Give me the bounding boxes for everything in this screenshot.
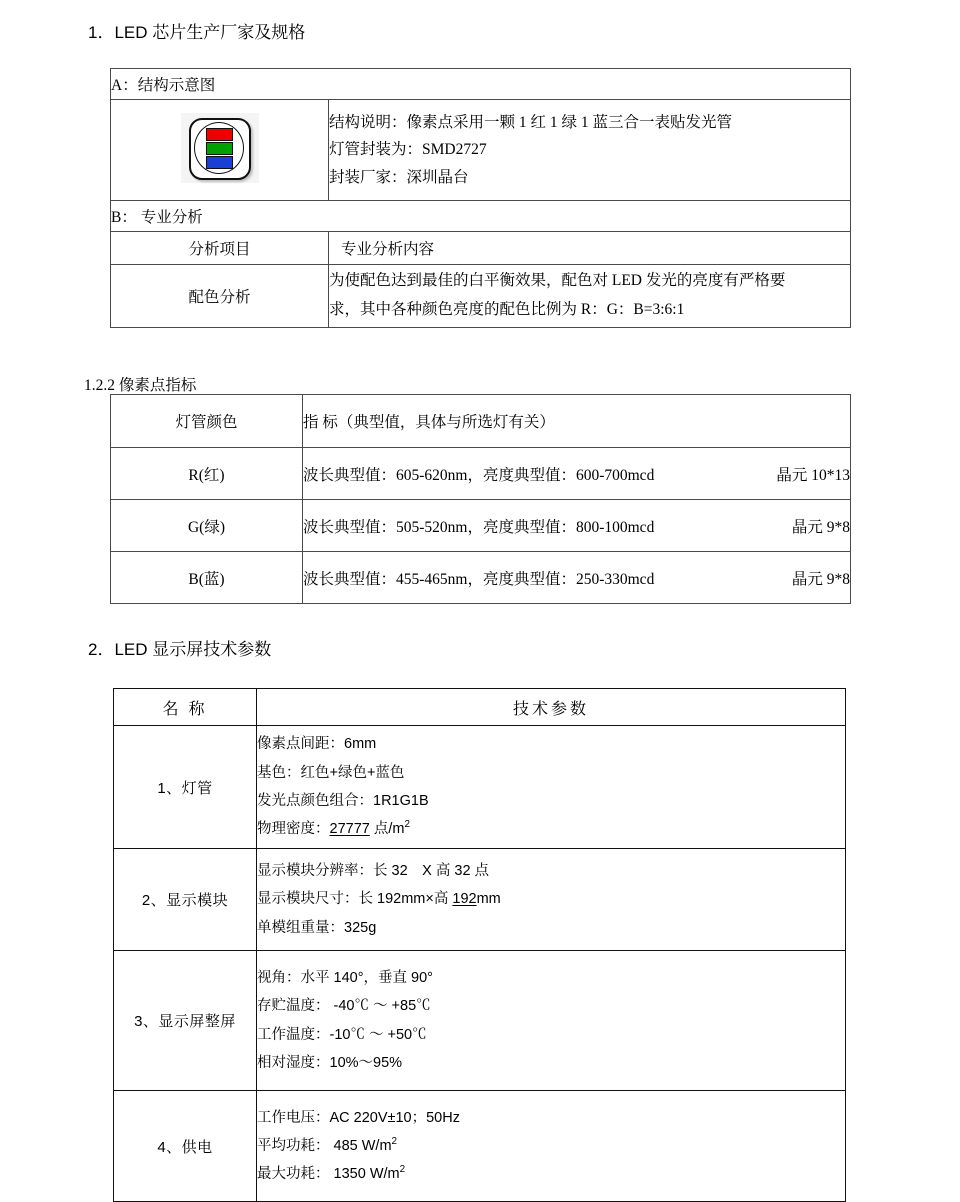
spec-value: 325g [344,919,377,936]
table-row [111,232,851,265]
table-row [111,201,851,232]
spec-suffix: mm [476,891,501,908]
spec-value: -10℃ ～ +50℃ [329,1026,427,1043]
spec-label: 单模组重量： [257,919,344,936]
section-1-heading: 1．LED 芯片生产厂家及规格 [88,23,306,42]
specs-row-name-3: 3、显示屏整屏 [114,951,257,1091]
spec-line [257,787,845,815]
table-row [111,69,851,100]
specs-row-params-1 [257,726,846,849]
table-row [111,500,851,552]
spec-value: 水平 140°，垂直 90° [300,969,433,986]
spec-value-underlined: 192 [452,891,477,908]
table-row [111,448,851,500]
specs-row-params-4 [257,1091,846,1202]
spec-superscript: 2 [399,1164,406,1176]
description-line-2: 灯管封装为：SMD2727 [329,141,487,159]
subsection-122-heading: 1.2.2 像素点指标 [84,377,197,394]
description-line-1: 结构说明：像素点采用一颗 1 红 1 绿 1 蓝三合一表贴发光管 [329,114,733,132]
spec-line [257,992,845,1020]
analysis-content-line-2: 求，其中各种颜色亮度的配色比例为 R：G：B=3:6:1 [329,301,685,318]
structure-description-cell [329,100,851,201]
spec-label: 平均功耗： [257,1137,330,1154]
table-row [111,395,851,448]
red-die-icon [206,128,233,141]
spec-label: 显示模块尺寸： [257,891,359,908]
specs-row-params-3 [257,951,846,1091]
spec-line [257,1049,845,1077]
table-row [114,849,846,951]
pixel-chip-label-g: 晶元 9*8 [791,518,850,536]
analysis-row-item: 配色分析 [111,265,329,328]
spec-line [257,857,845,885]
specs-row-name-1: 1、灯管 [114,726,257,849]
spec-label: 工作电压： [257,1109,330,1126]
spec-value-prefix: 长 192mm×高 [358,891,453,908]
spec-label: 像素点间距： [257,736,344,753]
pixel-row-color-b: B(蓝) [111,552,303,604]
description-line-3: 封装厂家：深圳晶台 [329,168,469,186]
analysis-header-content: 专业分析内容 [329,232,851,265]
spec-line [257,1160,845,1188]
blue-die-icon [206,156,233,169]
display-specs-table [113,688,846,1202]
green-die-icon [206,142,233,155]
section-b-label: B： 专业分析 [111,201,851,232]
spec-label: 物理密度： [257,821,330,838]
spec-label: 存贮温度： [257,998,330,1015]
led-chip-diagram-icon [181,113,259,183]
spec-label: 视角： [257,969,301,986]
spec-label: 相对湿度： [257,1054,330,1071]
pixel-metrics-table [110,394,851,604]
spec-line [257,759,845,787]
analysis-header-item: 分析项目 [111,232,329,265]
spec-line [257,730,845,758]
spec-value: 1R1G1B [373,793,429,809]
analysis-row-content [329,265,851,328]
section-a-label: A：结构示意图 [111,69,851,100]
spec-value: AC 220V±10；50Hz [329,1109,460,1126]
spec-value: -40℃ ～ +85℃ [329,998,431,1015]
spec-suffix: 点/m [369,821,405,838]
spec-value: 红色+绿色+蓝色 [300,764,405,781]
pixel-row-metric-g [303,500,851,552]
spec-label: 显示模块分辨率： [257,863,373,880]
spec-label: 最大功耗： [257,1166,330,1183]
table-row [111,552,851,604]
pixel-chip-label-b: 晶元 9*8 [791,570,850,588]
table-row [114,726,846,849]
spec-value: 1350 W/m [329,1166,400,1183]
table-row [114,689,846,726]
pixel-metric-text-r: 波长典型值：605-620nm，亮度典型值：600-700mcd [303,466,655,484]
table-row [111,100,851,201]
spec-label: 基色： [257,764,301,781]
spec-line [257,914,845,942]
spec-line [257,1132,845,1160]
pixel-chip-label-r: 晶元 10*13 [776,466,850,484]
pixel-header-metric: 指 标（典型值，具体与所选灯有关） [303,395,851,448]
pixel-row-metric-r [303,448,851,500]
spec-line [257,1021,845,1049]
spec-label: 工作温度： [257,1026,330,1043]
spec-value-underlined: 27777 [329,821,370,838]
spec-value: 485 W/m [329,1137,392,1154]
structure-analysis-table [110,68,851,328]
specs-row-name-4: 4、供电 [114,1091,257,1202]
table-row [111,265,851,328]
structure-diagram-cell [111,100,329,201]
pixel-row-color-g: G(绿) [111,500,303,552]
spec-superscript: 2 [404,819,410,831]
pixel-row-metric-b [303,552,851,604]
table-row [114,951,846,1091]
spec-label: 发光点颜色组合： [257,793,373,809]
section-2-heading: 2．LED 显示屏技术参数 [88,640,272,659]
pixel-metric-text-b: 波长典型值：455-465nm，亮度典型值：250-330mcd [303,570,655,588]
specs-row-name-2: 2、显示模块 [114,849,257,951]
specs-header-name: 名 称 [114,689,257,726]
spec-line [257,964,845,992]
spec-line [257,815,845,843]
specs-row-params-2 [257,849,846,951]
spec-value: 6mm [344,736,377,753]
specs-header-params: 技术参数 [257,689,846,726]
spec-superscript: 2 [391,1136,398,1148]
pixel-header-color: 灯管颜色 [111,395,303,448]
analysis-content-line-1: 为使配色达到最佳的白平衡效果，配色对 LED 发光的亮度有严格要 [329,272,786,290]
spec-line [257,1104,845,1132]
spec-line [257,885,845,913]
pixel-row-color-r: R(红) [111,448,303,500]
table-row [114,1091,846,1202]
spec-value: 10%～95% [329,1054,403,1071]
spec-value: 长 32 X 高 32 点 [373,863,490,880]
pixel-metric-text-g: 波长典型值：505-520nm，亮度典型值：800-100mcd [303,518,655,536]
